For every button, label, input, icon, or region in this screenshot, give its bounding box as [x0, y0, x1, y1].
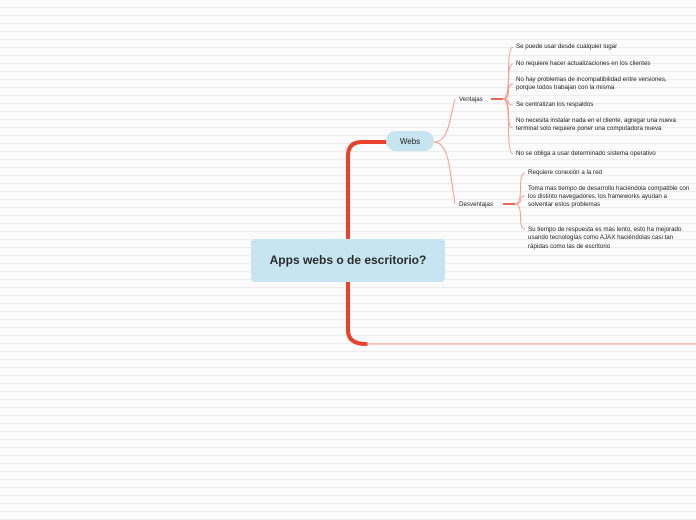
- ventaja-item-text: Se puede usar desde cualquier lugar: [516, 43, 618, 50]
- subtopic-desventajas[interactable]: [459, 201, 493, 209]
- ventaja-item-text: No hay problemas de incompatibilidad entre versiones, porque todos trabajan con la misma: [516, 76, 667, 92]
- subtopic-ventajas[interactable]: [459, 96, 483, 104]
- connector-webs-to-desventajas: [434, 142, 455, 204]
- ventaja-item-text: No requiere hacer actualizaciones en los clientes: [516, 60, 651, 67]
- ventaja-item-text: No necesita instalar nada en el cliente, agregar una nueva terminal solo requiere poner una computadora nueva: [516, 117, 676, 133]
- topic-webs[interactable]: [386, 131, 434, 151]
- central-topic-text: Apps webs o de escritorio?: [269, 253, 427, 267]
- connector-webs-to-ventajas: [434, 99, 455, 142]
- desventaja-item[interactable]: [528, 218, 694, 251]
- desventaja-item[interactable]: [528, 169, 694, 177]
- connector-desventaja-leaf: [515, 173, 525, 204]
- central-topic[interactable]: [251, 239, 445, 282]
- ventaja-item[interactable]: [516, 101, 694, 109]
- ventaja-item[interactable]: [516, 117, 694, 133]
- connector-desventaja-leaf: [515, 204, 525, 229]
- ventaja-item[interactable]: [516, 150, 694, 158]
- desventaja-item-text: Su tiempo de respuesta es más lento, esto ha mejorado usando tecnologías como AJAX haciéndolas casi tan rápidas como las de escritorio: [528, 226, 682, 250]
- desventaja-item-text: Toma mas tiempo de desarrollo haciéndola compatible con los distinto navegadores, los frameworks ayudan a solventar estos problemas: [528, 185, 690, 209]
- desventaja-item[interactable]: [528, 185, 691, 210]
- ventaja-item-text: No se obliga a usar determinado sistema operativo: [516, 150, 656, 157]
- subtopic-ventajas-label: Ventajas: [459, 96, 483, 103]
- topic-webs-label: Webs: [399, 136, 421, 146]
- ventaja-item[interactable]: [516, 43, 694, 51]
- ventaja-item[interactable]: [516, 60, 694, 68]
- ventaja-item-text: Se centralizan los respaldos: [516, 101, 594, 108]
- desventaja-item-text: Requiere conexión a la red: [528, 169, 602, 176]
- ventaja-item[interactable]: [516, 76, 682, 92]
- subtopic-desventajas-label: Desventajas: [459, 201, 494, 208]
